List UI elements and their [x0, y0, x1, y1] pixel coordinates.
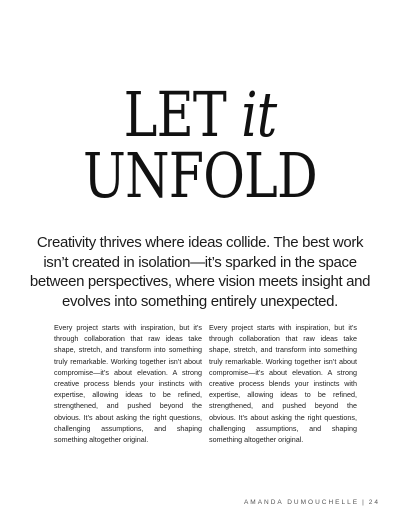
title-word-it: it [241, 78, 277, 151]
footer-separator: | [362, 499, 366, 506]
page-title-line-2: UNFOLD [83, 139, 317, 212]
page-number: 24 [368, 499, 380, 506]
body-column-left: Every project starts with inspiration, but it’s through collaboration that raw ideas take shape, stretch, and transform into something truly remarkable. Working together isn’t about compromise—it’s about elevation. A strong creative process blends your instincts with expertise, allowing ideas to be refined, strengthened, and pushed beyond the obvious. It’s about asking the right questions, challenging assumptions, and shaping something altogether original. [54, 323, 202, 445]
footer-author: AMANDA DUMOUCHELLE [243, 499, 360, 506]
page-footer [244, 499, 380, 506]
body-column-right: Every project starts with inspiration, but it’s through collaboration that raw ideas take shape, stretch, and transform into something truly remarkable. Working together isn’t about compromise—it’s about elevation. A strong creative process blends your instincts with expertise, allowing ideas to be refined, strengthened, and pushed beyond the obvious. It’s about asking the right questions, challenging assumptions, and shaping something altogether original. [209, 323, 357, 445]
lede-paragraph: Creativity thrives where ideas collide. The best work isn’t created in isolation—it’s sparked in the space between perspectives, where vision meets insight and evolves into something entirely unexpected. [29, 234, 371, 310]
page-title-line-1 [36, 78, 364, 151]
title-word-let: LET [123, 78, 226, 151]
